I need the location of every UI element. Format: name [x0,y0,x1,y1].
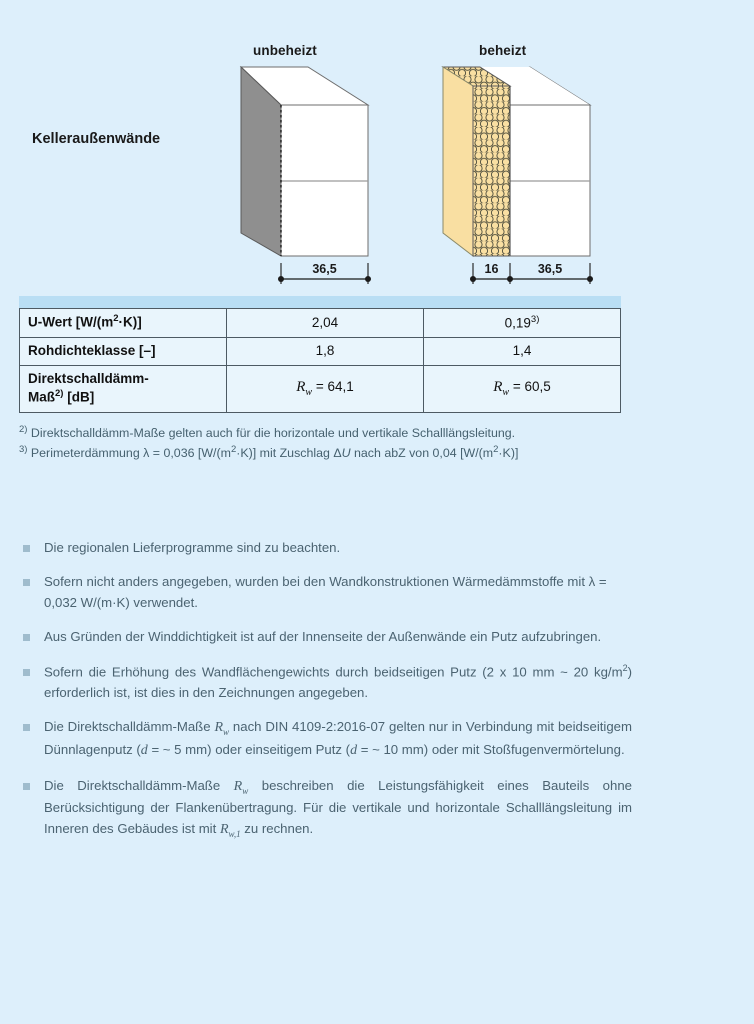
right-block-masonry-front-face [510,105,590,256]
table-header-strip [19,296,621,308]
specification-table [19,296,621,413]
column-label-beheizt: beheizt [479,43,527,58]
row-title-kelleraussenwaende: Kelleraußenwände [32,131,161,147]
note-flankenuebertragung: Die Direktschalldämm-Maße $R_w$ beschreiben die Leistungsfähigkeit eines Bauteils ohne Berücksichtigung der Flankenübertragung. Für die vertikale und horizontale Schalllängsleitung im Inneren des Gebäudes ist mit $R_{w,1}$ zu rechnen. [20,776,632,842]
note-din-4109: Die Direktschalldämm-Maße $R_w$ nach DIN 4109-2:2016-07 gelten nur in Verbindung mit beidseitigem Dünnlagenputz (d = ~ 5 mm) oder einseitigem Putz (d = ~ 10 mm) oder mit Stoßfugenvermörtelung. [20,717,632,761]
right-block-insulation-side-face [443,67,473,256]
table-row-u-wert [20,309,621,338]
dimension-label-unbeheizt-365: 36,5 [312,262,337,276]
cell-rw-beheizt: $R_w = 60,5$ [424,365,621,412]
right-block-insulation-front-face [473,86,510,256]
wall-blocks-svg [0,0,754,295]
table-row-direktschalldaemmmass [20,365,621,412]
note-wandflaechengewicht: Sofern die Erhöhung des Wandflächengewichts durch beidseitigen Putz (2 x 10 mm ~ 20 $kg/m^2$) erforderlich ist, ist dies in den Zeichnungen angegeben. [20,662,632,703]
column-label-unbeheizt: unbeheizt [253,43,317,58]
row-label-rohdichteklasse: Rohdichteklasse [–] [20,337,227,365]
note-lieferprogramme: Die regionalen Lieferprogramme sind zu beachten. [20,538,632,558]
left-block-front-face [281,105,368,256]
cell-rw-unbeheizt: $R_w = 64,1$ [227,365,424,412]
cell-u-wert-beheizt: 0,19$^{3)}$ [424,309,621,338]
row-label-u-wert: U-Wert $[W/(m^2\cdot K)]$ [20,309,227,338]
cell-u-wert-unbeheizt: 2,04 [227,309,424,338]
footnotes [19,423,659,464]
notes-list [20,538,632,855]
note-waermedaemmstoffe: Sofern nicht anders angegeben, wurden bei den Wandkonstruktionen Wärmedämmstoffe mit λ = 0,032 W/(m·K) verwendet. [20,572,632,613]
cell-rohdichteklasse-unbeheizt: 1,8 [227,337,424,365]
dimension-label-beheizt-16: 16 [484,262,499,276]
footnote-2: $^{2)}$ Direktschalldämm-Maße gelten auch für die horizontale und vertikale Schalllängsleitung. [19,424,516,441]
note-winddichtigkeit: Aus Gründen der Winddichtigkeit ist auf der Innenseite der Außenwände ein Putz aufzubringen. [20,627,632,647]
dimension-label-beheizt-365: 36,5 [537,262,563,276]
wall-diagram-area [0,0,754,295]
footnote-3: $^{3)}$ Perimeterdämmung λ = 0,036 $[W/(m^2\cdot K)]$ mit Zuschlag ΔU nach abZ von 0,04 $[W/(m^2\cdot K)]$ [19,444,519,461]
cell-rohdichteklasse-beheizt: 1,4 [424,337,621,365]
table-row-rohdichteklasse [20,337,621,365]
row-label-direktschalldaemmmass: Direktschalldämm- Maß$^{2)}$ [dB] [20,365,227,412]
